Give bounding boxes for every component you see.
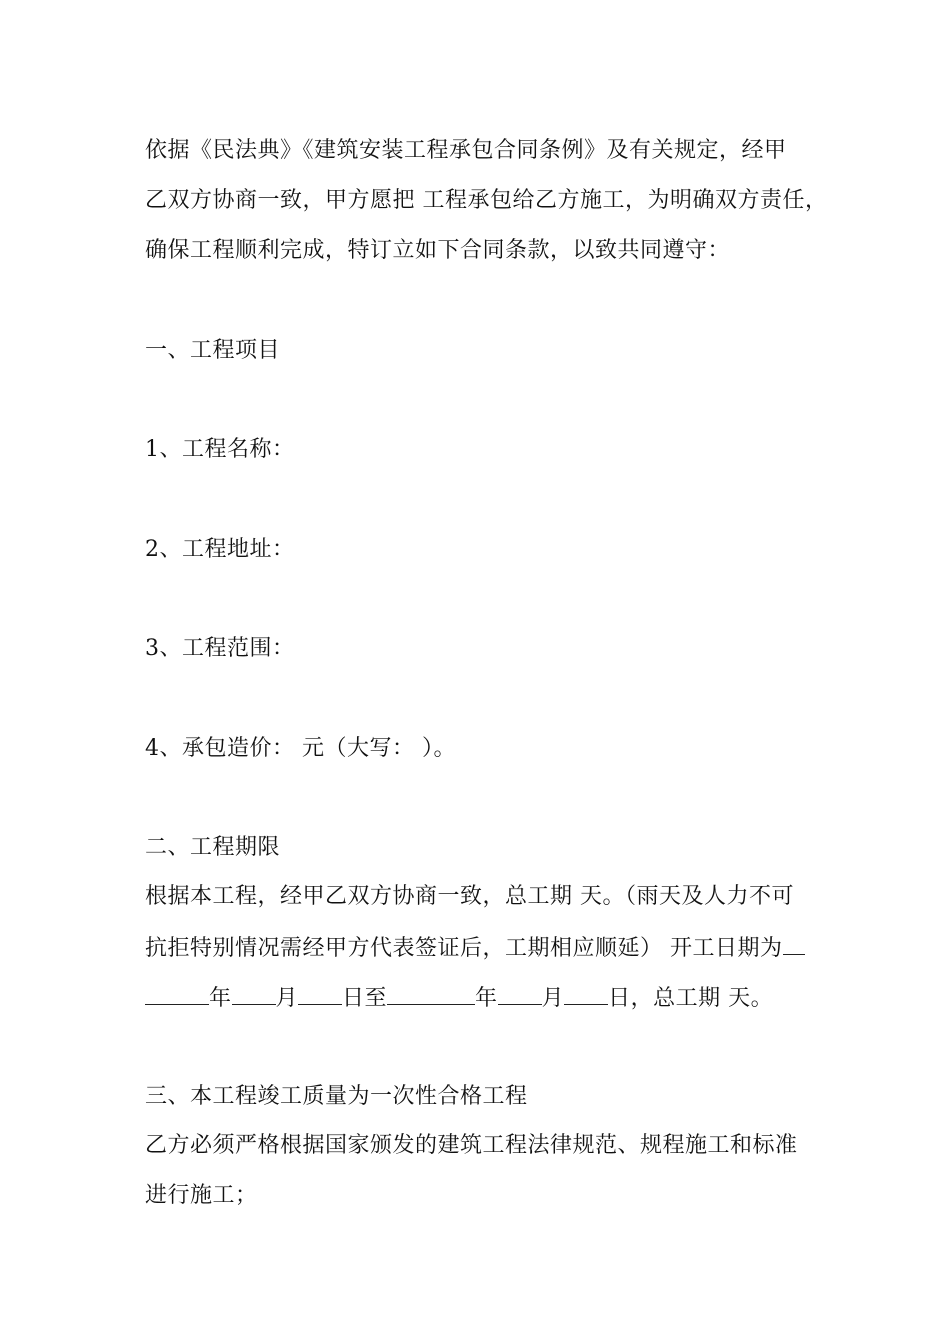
item-project-name: [145, 435, 835, 465]
start-year-blank: [145, 982, 209, 1005]
item-label: 、承包造价： 元（大写： ）。: [159, 736, 456, 761]
end-day-blank: [564, 982, 608, 1005]
section2-line-1: 根据本工程，经甲乙双方协商一致，总工期 天。（雨天及人力不可: [145, 884, 794, 909]
section1-heading: 一、工程项目: [145, 338, 281, 363]
start-year-label: 年: [209, 986, 232, 1011]
item-contract-price: [145, 734, 835, 764]
item-number: 1: [145, 437, 160, 462]
start-day-blank: [298, 982, 342, 1005]
preamble-line-1: 依据《民法典》《建筑安装工程承包合同条例》及有关规定，经甲: [145, 138, 787, 163]
item-number: 2: [145, 537, 160, 562]
section3-line-1: 乙方必须严格根据国家颁发的建筑工程法律规范、规程施工和标准: [145, 1133, 798, 1158]
item-label: 、工程名称：: [159, 437, 295, 462]
item-number: 4: [145, 736, 160, 761]
item-project-scope: [145, 634, 835, 664]
end-year-label: 年: [475, 986, 498, 1011]
section2-line-2: [145, 932, 835, 964]
start-date-blank: [783, 932, 805, 955]
section3-line-2: 进行施工；: [145, 1183, 258, 1208]
preamble-line-3: 确保工程顺利完成，特订立如下合同条款，以致共同遵守：: [145, 238, 731, 263]
end-month-blank: [498, 982, 542, 1005]
item-label: 、工程地址：: [159, 537, 295, 562]
end-day-label: 日，总工期 天。: [608, 986, 774, 1011]
end-month-label: 月: [541, 986, 565, 1011]
start-month-label: 月: [275, 986, 299, 1011]
section3-heading: 三、本工程竣工质量为一次性合格工程: [145, 1084, 528, 1109]
start-day-label: 日至: [342, 986, 388, 1011]
start-month-blank: [232, 982, 276, 1005]
section2-date-line: [145, 982, 835, 1014]
end-year-blank: [387, 982, 475, 1005]
section2-heading: 二、工程期限: [145, 835, 281, 860]
section2-line-2-text: 抗拒特别情况需经甲方代表签证后，工期相应顺延） 开工日期为: [145, 936, 783, 961]
preamble-line-2: 乙双方协商一致，甲方愿把 工程承包给乙方施工，为明确双方责任，: [145, 188, 828, 213]
item-number: 3: [145, 636, 160, 661]
item-project-address: [145, 535, 835, 565]
item-label: 、工程范围：: [159, 636, 295, 661]
